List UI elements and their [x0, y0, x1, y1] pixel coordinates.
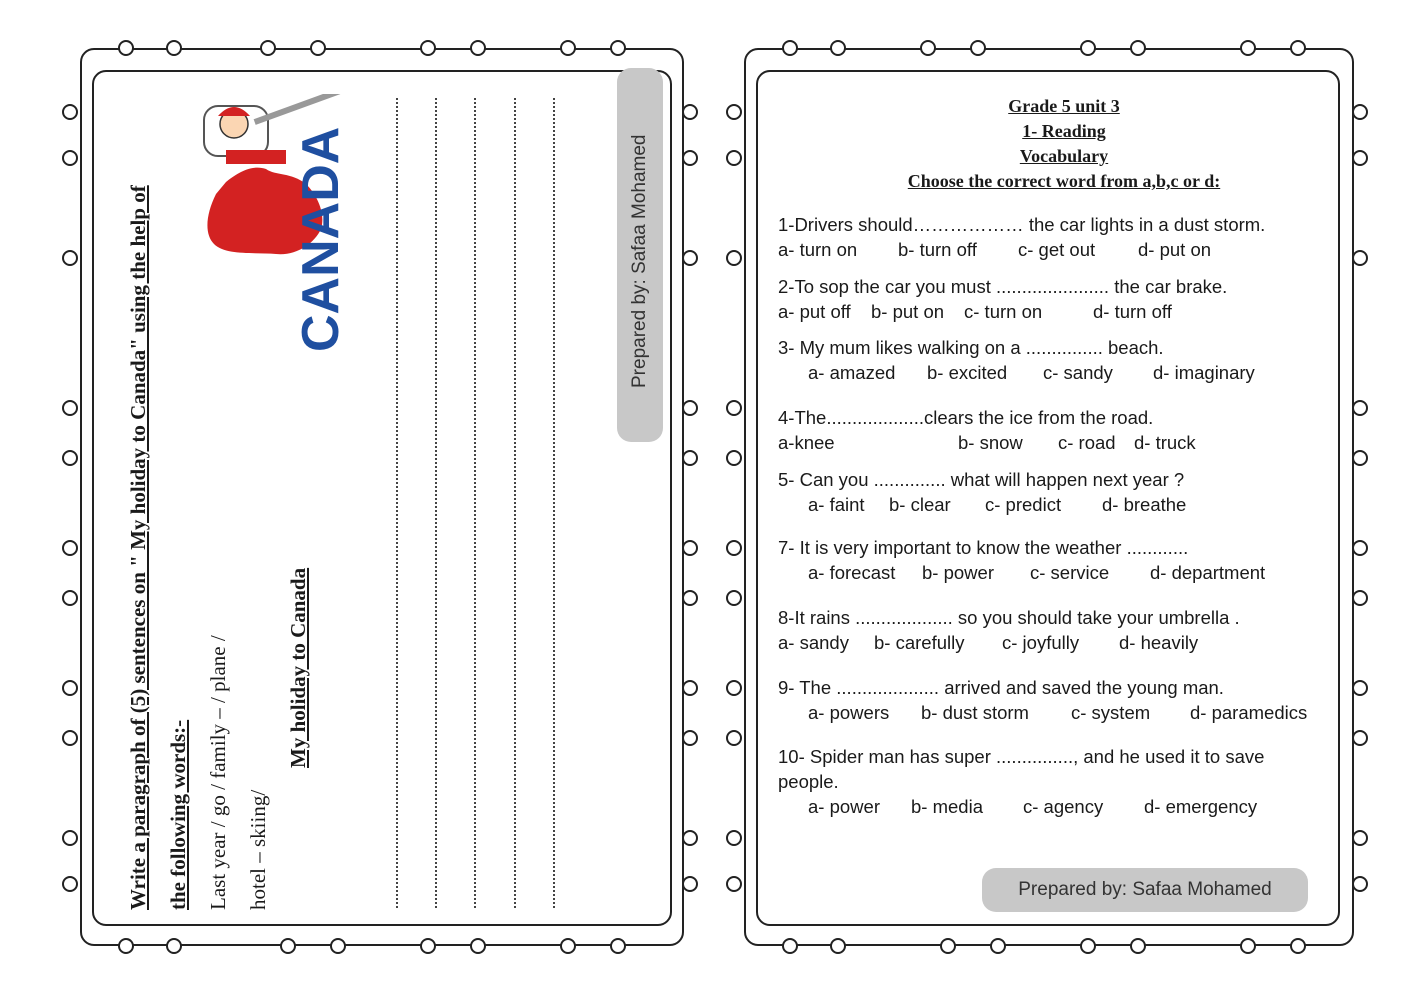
canada-logo-image — [196, 94, 356, 354]
question-3: 3- My mum likes walking on a ............... beach. — [778, 337, 1164, 358]
question-10: 10- Spider man has super ..............., and he used it to save — [778, 746, 1265, 767]
grade-title: Grade 5 unit 3 — [1008, 96, 1120, 116]
prepared-by-tab-horizontal: Prepared by: Safaa Mohamed — [982, 868, 1308, 912]
option-d: d- imaginary — [1153, 362, 1255, 383]
worksheet-header — [756, 96, 1372, 206]
question-8: 8-It rains ................... so you should take your umbrella . — [778, 607, 1240, 628]
option-b: b- put on — [871, 301, 945, 322]
option-b: b- media — [911, 796, 983, 817]
option-a: a- powers — [808, 702, 890, 723]
option-b: b- excited — [927, 362, 1008, 383]
writing-line — [553, 98, 555, 908]
option-d: d- heavily — [1119, 632, 1199, 653]
skier-legs — [226, 150, 286, 164]
option-b: b- turn off — [898, 239, 977, 260]
keywords-line1: Last year / go / family – / plane / — [206, 635, 230, 910]
option-c: c- agency — [1023, 796, 1104, 817]
question-10-continuation: people. — [778, 771, 839, 792]
option-a: a- faint — [808, 494, 865, 515]
instruction-title: Choose the correct word from a,b,c or d: — [907, 171, 1221, 191]
option-c: c- system — [1071, 702, 1151, 723]
question-9: 9- The .................... arrived and saved the young man. — [778, 677, 1224, 698]
option-a: a- amazed — [808, 362, 896, 383]
question-1: 1-Drivers should……………… the car lights in a dust storm. — [778, 214, 1266, 235]
ski-pole — [254, 94, 341, 125]
option-c: c- predict — [985, 494, 1062, 515]
writing-line — [435, 98, 437, 908]
option-d: d- paramedics — [1190, 702, 1308, 723]
option-d: d- truck — [1134, 432, 1196, 453]
question-4: 4-The...................clears the ice from the road. — [778, 407, 1154, 428]
option-b: b- clear — [889, 494, 951, 515]
writing-instruction-line1: Write a paragraph of (5) sentences on " My holiday to Canada" using the help of — [126, 185, 150, 910]
option-c: c- road — [1058, 432, 1116, 453]
option-d: d- breathe — [1102, 494, 1187, 515]
prepared-by-tab-vertical — [617, 68, 663, 442]
keywords-line2: hotel – skiing/ — [246, 789, 270, 910]
writing-line — [396, 98, 398, 908]
option-b: b- power — [922, 562, 994, 583]
option-a: a- power — [808, 796, 880, 817]
essay-title: My holiday to Canada — [286, 567, 310, 768]
option-b: b- dust storm — [921, 702, 1029, 723]
subsection-title: Vocabulary — [1019, 146, 1109, 166]
writing-line — [474, 98, 476, 908]
option-a: a-knee — [778, 432, 835, 453]
writing-instruction-line2: the following words:- — [166, 719, 190, 910]
option-a: a- put off — [778, 301, 851, 322]
prepared-by-text: Prepared by: Safaa Mohamed — [629, 134, 650, 388]
option-d: d- emergency — [1144, 796, 1258, 817]
option-d: d- put on — [1138, 239, 1212, 260]
option-c: c- turn on — [964, 301, 1043, 322]
option-a: a- turn on — [778, 239, 858, 260]
option-c: c- sandy — [1043, 362, 1113, 383]
option-b: b- snow — [958, 432, 1023, 453]
option-d: d- department — [1150, 562, 1266, 583]
section-title: 1- Reading — [1022, 121, 1106, 141]
question-5: 5- Can you .............. what will happen next year ? — [778, 469, 1185, 490]
canada-logo-text: CANADA — [292, 126, 350, 352]
option-a: a- forecast — [808, 562, 896, 583]
option-b: b- carefully — [874, 632, 965, 653]
option-d: d- turn off — [1093, 301, 1172, 322]
option-a: a- sandy — [778, 632, 849, 653]
option-c: c- service — [1030, 562, 1110, 583]
option-c: c- get out — [1018, 239, 1096, 260]
question-7: 7- It is very important to know the weather ............ — [778, 537, 1189, 558]
option-c: c- joyfully — [1002, 632, 1080, 653]
question-2: 2-To sop the car you must ...................... the car brake. — [778, 276, 1228, 297]
writing-line — [514, 98, 516, 908]
